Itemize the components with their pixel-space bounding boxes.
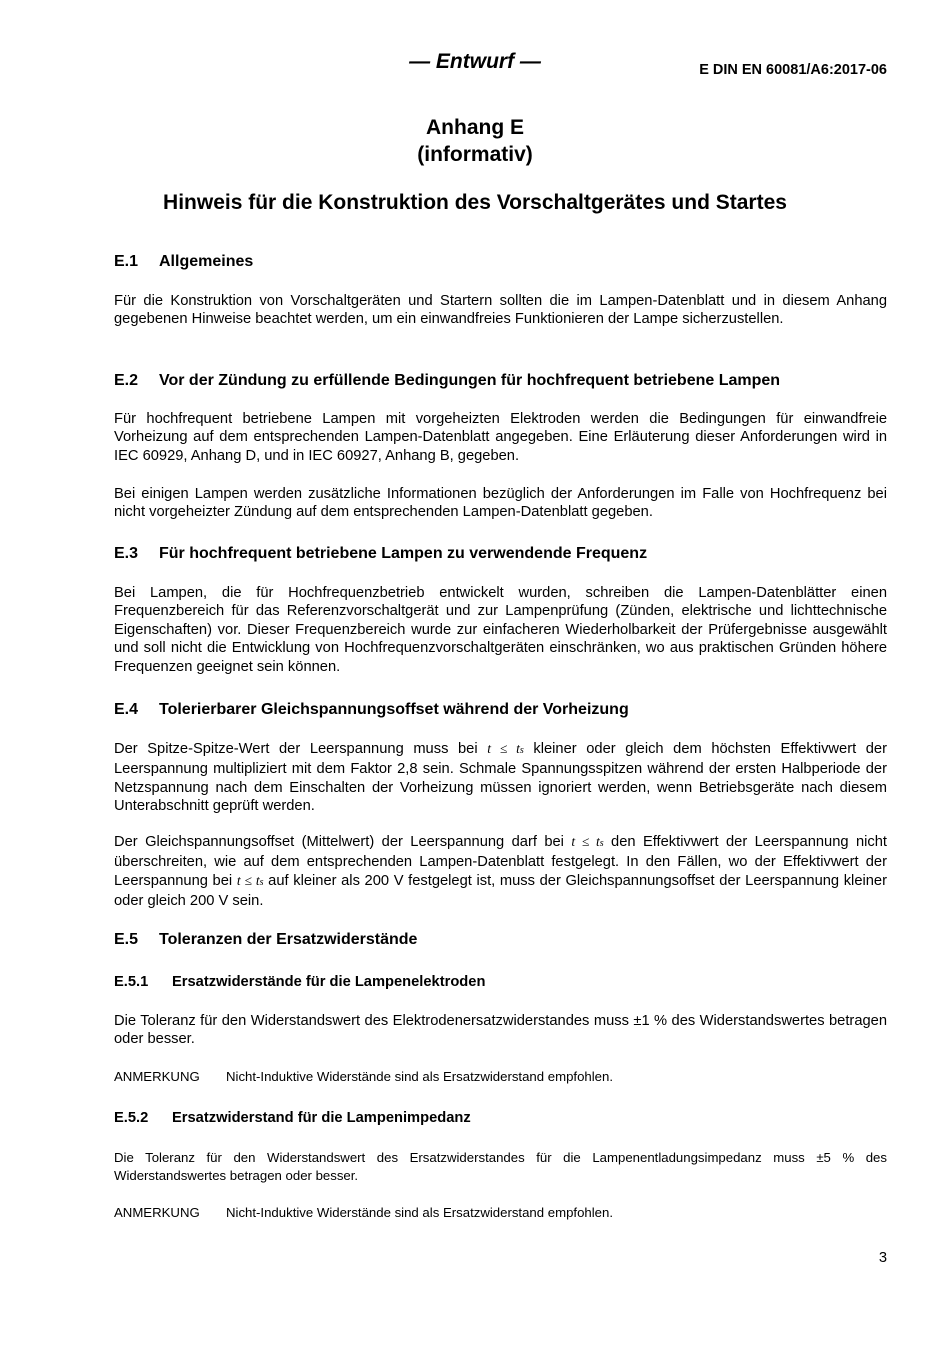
note-text: Nicht-Induktive Widerstände sind als Ersatzwiderstand empfohlen.: [226, 1069, 614, 1084]
paragraph-e52-1: Die Toleranz für den Widerstandswert des Ersatzwiderstandes für die Lampenentladungsimpedanz muss ±5 % des Widerstandswertes betragen oder besser.: [114, 1150, 887, 1184]
paragraph-e2-1: Für hochfrequent betriebene Lampen mit vorgeheizten Elektroden werden die Bedingungen für einwandfreie Vorheizung auf dem entsprechenden Lampen-Datenblatt angegeben. Eine Erläuterung dieser Anforderungen wird in IEC 60929, Anhang D, und in IEC 60927, Anhang B, gegeben.: [114, 411, 887, 464]
section-heading-e3: [114, 545, 647, 563]
note-e52: [114, 1205, 613, 1220]
paragraph-e2-2: Bei einigen Lampen werden zusätzliche Informationen bezüglich der Anforderungen im Falle von Hochfrequenz bei nicht vorgeheizter Zündung auf dem entsprechenden Lampen-Datenblatt gegeben.: [114, 486, 887, 521]
section-heading-e1: [114, 253, 253, 271]
paragraph-e3-1: Bei Lampen, die für Hochfrequenzbetrieb entwickelt wurden, schreiben die Lampen-Datenblätter einen Frequenzbereich für das Referenzvorschaltgerät und zur Lampenprüfung (Zünden, elektrische und lichttechnische Eigenschaften) vor. Dieser Frequenzbereich wurde zur einfacheren Wiederholbarkeit der Prüfergebnisse ausgewählt und soll nicht die Entwicklung von Hochfrequenzvorschaltgeräten einschränken, wo aus praktischen Gründen höhere Frequenzen geeignet sein können.: [114, 585, 887, 675]
subsection-number: E.5.1: [114, 974, 149, 990]
annex-heading: Hinweis für die Konstruktion des Vorschaltgerätes und Startes: [163, 191, 787, 214]
math-t-le-ts: t ≤ ts: [571, 834, 604, 849]
annex-title: [0, 114, 950, 168]
text-run: den Effektivwert der Leerspannung nicht überschreiten, wie auf dem entsprechenden Lampen-Datenblatt festgelegt. In den Fällen, wo der Effektivwert der Leerspannung bei: [114, 834, 887, 889]
section-number: E.3: [114, 545, 139, 562]
text-run: Der Gleichspannungsoffset (Mittelwert) der Leerspannung darf bei: [114, 834, 572, 850]
subsection-title: Ersatzwiderstände für die Lampenelektroden: [172, 974, 486, 990]
section-number: E.2: [114, 372, 139, 389]
paragraph-e51-1: Die Toleranz für den Widerstandswert des Elektrodenersatzwiderstandes muss ±1 % des Widerstandswertes betragen oder besser.: [114, 1013, 887, 1048]
section-title: Toleranzen der Ersatzwiderstände: [159, 931, 418, 948]
subsection-number: E.5.2: [114, 1110, 149, 1126]
paragraph-e4-1: [114, 740, 887, 816]
section-title: Allgemeines: [159, 253, 254, 270]
section-title: Vor der Zündung zu erfüllende Bedingungen für hochfrequent betriebene Lampen: [159, 372, 781, 389]
annex-title-line1: Anhang E: [426, 116, 524, 139]
section-number: E.4: [114, 701, 139, 718]
subsection-title: Ersatzwiderstand für die Lampenimpedanz: [172, 1110, 471, 1126]
document-number: E DIN EN 60081/A6:2017-06: [699, 62, 887, 78]
subsection-heading-e51: [114, 974, 485, 990]
note-text: Nicht-Induktive Widerstände sind als Ersatzwiderstand empfohlen.: [226, 1205, 614, 1220]
section-title: Für hochfrequent betriebene Lampen zu verwendende Frequenz: [159, 545, 648, 562]
annex-title-line2: (informativ): [417, 143, 533, 166]
paragraph-e1-1: Für die Konstruktion von Vorschaltgeräten und Startern sollten die im Lampen-Datenblatt und in diesem Anhang gegebenen Hinweise beachtet werden, um ein einwandfreies Funktionieren der Lampe sicherzustellen.: [114, 293, 887, 328]
section-number: E.5: [114, 931, 139, 948]
note-e51: [114, 1069, 613, 1084]
note-label: ANMERKUNG: [114, 1205, 200, 1220]
section-heading-e4: [114, 701, 629, 719]
section-title: Tolerierbarer Gleichspannungsoffset während der Vorheizung: [159, 701, 629, 718]
text-run: kleiner oder gleich dem höchsten Effektivwert der Leerspannung multipliziert mit dem Faktor 2,8 sein. Schmale Spannungsspitzen während der ersten Halbperiode der Netzspannung nach dem Einschalten der Vorheizung müssen ignoriert werden, wenn Betriebsgeräte nach diesem Unterabschnitt geprüft werden.: [114, 741, 887, 815]
paragraph-e4-2: [114, 833, 887, 911]
math-t-le-ts: t ≤ ts: [487, 741, 524, 756]
text-run: auf kleiner als 200 V festgelegt ist, muss der Gleichspannungsoffset der Leerspannung kleiner oder gleich 200 V sein.: [114, 872, 887, 910]
page-number: 3: [878, 1250, 887, 1266]
math-t-le-ts: t ≤ ts: [236, 872, 264, 888]
section-heading-e2: [114, 372, 780, 390]
section-heading-e5: [114, 931, 417, 949]
subsection-heading-e52: [114, 1110, 471, 1126]
draft-label: — Entwurf —: [409, 50, 541, 73]
text-run: Der Spitze-Spitze-Wert der Leerspannung muss bei: [114, 741, 488, 757]
note-label: ANMERKUNG: [114, 1069, 200, 1084]
section-number: E.1: [114, 253, 139, 270]
